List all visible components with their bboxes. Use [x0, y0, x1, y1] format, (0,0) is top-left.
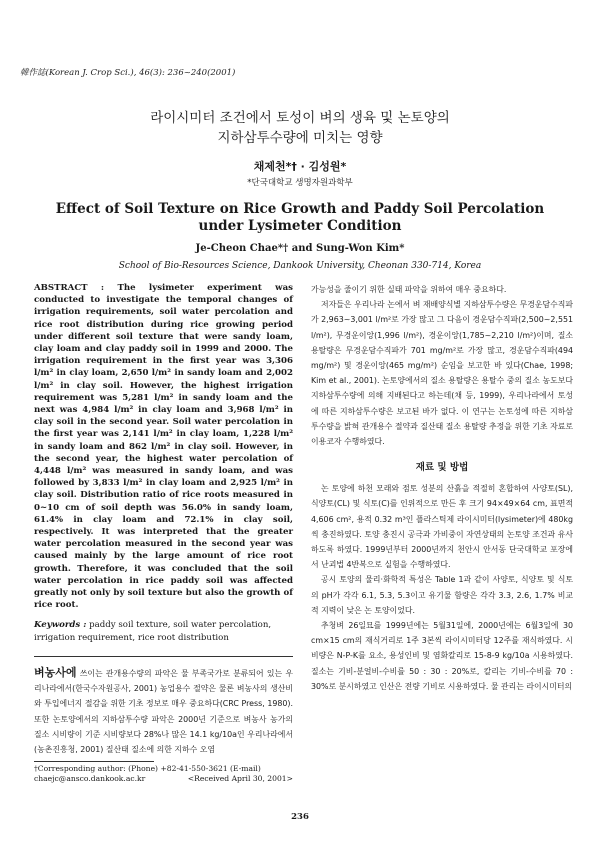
- english-title: [0, 201, 600, 235]
- body-paragraph: 저자들은 우리나라 논에서 벼 재배양식별 지하삼투수량은 무경운담수직파가 2,963~3,001 l/m²로 가장 많고 그 다음이 경운담수직파(2,500~2,551 l/m²), 무경운이앙(1,996 l/m²), 경운이앙(1,785~2,210 l/m²)이며, 질소용탈량은 무경운담수직파가 701 mg/m²로 가장 많고, 경운담수직파(494 mg/m²) 및 경운이앙(465 mg/m²) 순임을 보고한 바 있다(Chae, 1998; Kim et al., 2001). 논토양에서의 질소 용탈량은 용탈수 중의 질소 농도보다 지하삼투수량에 의해 지배된다고 하는데(채 등, 1999), 우리나라에서 토성에 따른 지하삼투수량은 보고된 바가 없다. 이 연구는 논토성에 따른 지하삼투수량을 밝혀 관개용수 절약과 질산태 질소 용탈량 추정을 위한 기초 자료로 이용코자 수행하였다.: [311, 300, 573, 447]
- abstract-text: The lysimeter experiment was conducted to investigate the temporal changes of irrigation requirements, soil water percolation and rice root distribution during rice growing period under different soil texture that were sandy loam, clay loam and clay paddy soil in 1999 and 2000. The irrigation requirement in the first year was 3,306 l/m² in clay loam, 2,650 l/m² in sandy loam and 2,002 l/m² in clay soil. However, the highest irrigation requirement was 5,281 l/m² in sandy loam and the next was 4,984 l/m² in clay loam and 3,968 l/m² in clay soil in the second year. Soil water percolation in the first year was 2,141 l/m² in clay loam, 1,228 l/m² in sandy loam and 862 l/m² in clay soil. However, in the second year, the highest water percolation of 4,448 l/m² was measured in sandy loam, and was followed by 3,833 l/m² in clay loam and 2,925 l/m² in clay soil. Distribution ratio of rice roots measured in 0~10 cm of soil depth was 56.0% in sandy loam, 61.4% in clay loam and 72.1% in clay soil, respectively. It was interpreted that the greater water percolation measured in the second year was caused mainly by the large amount of rice root growth. Therefore, it was concluded that the soil water percolation in rice paddy soil was affected greatly not only by soil texture but also the growth of rice root.: [34, 283, 293, 611]
- english-title-line-2: under Lysimeter Condition: [198, 218, 402, 234]
- abstract-label: ABSTRACT :: [34, 283, 105, 293]
- korean-authors: 채제천*† · 김성원*: [253, 160, 347, 173]
- methods-paragraph-1: 논 토양에 하천 모래와 점토 성분의 산흙을 적절히 혼합하여 사양토(SL), 식양토(CL) 및 식토(C)를 인위적으로 만든 후 크기 94×49×64 cm, 표면적 4,606 cm², 용적 0.32 m³인 플라스틱제 라이시미터(lysimeter)에 480kg씩 충진하였다. 토양 충진시 공극과 가비중이 자연상태의 논토양 조건과 유사하도록 하였다. 1999년부터 2000년까지 천안시 안서동 단국대학교 포장에서 난괴법 4반복으로 실험을 수행하였다.: [311, 484, 573, 570]
- abstract: [34, 282, 293, 611]
- corresponding-author: †Corresponding author: (Phone) +82-41-550-3621 (E-mail) chaejc@ansco.dankook.ac.kr: [34, 764, 261, 784]
- divider: [34, 656, 293, 657]
- methods-paragraph-3: 추청벼 26일묘를 1999년에는 5월31일에, 2000년에는 6월3일에 30 cm×15 cm의 재식거리로 1주 3본씩 라이시미터당 12주를 재식하였다. 시비량은 N-P-K를 요소, 용성인비 및 염화칼리로 15-8-9 kg/10a 시용하였다. 질소는 기비-분얼비-수비를 50 : 30 : 20%로, 칼리는 기비-수비를 70 : 30%로 분시하였고 인산은 전량 기비로 시용하였다. 물 관리는 라이시미터의: [311, 621, 573, 691]
- english-affiliation: School of Bio-Resources Science, Dankook University, Cheonan 330-714, Korea: [118, 261, 482, 271]
- korean-affiliation: *단국대학교 생명자원과학부: [247, 178, 353, 188]
- keywords-label: Keywords :: [34, 620, 87, 631]
- right-column: [311, 282, 573, 694]
- keywords: [34, 619, 293, 643]
- left-column: [34, 282, 293, 784]
- english-authors: Je-Cheon Chae*† and Sung-Won Kim*: [195, 243, 405, 254]
- methods-paragraph-2: 공시 토양의 물리·화학적 특성은 Table 1과 같이 사양토, 식양토 및 식토의 pH가 각각 6.1, 5.3, 5.3이고 유기물 함량은 각각 3.3, 2.6, 1.7% 비교적 지력이 낮은 논 토양이었다.: [311, 575, 573, 615]
- received-date: <Received April 30, 2001>: [187, 774, 293, 784]
- korean-title: [0, 108, 600, 148]
- page-number: 236: [291, 812, 309, 822]
- introduction-paragraph: [34, 665, 293, 757]
- footnote: [34, 764, 293, 784]
- journal-citation: 韓作誌(Korean J. Crop Sci.), 46(3): 236~240(2001): [20, 68, 236, 78]
- introduction-lead-word: 벼농사에: [34, 665, 77, 679]
- korean-title-line-2: 지하삼투수량에 미치는 영향: [217, 130, 383, 146]
- section-heading-methods: 재료 및 방법: [415, 462, 469, 474]
- english-title-line-1: Effect of Soil Texture on Rice Growth and Paddy Soil Percolation: [55, 201, 545, 217]
- footnote-divider: [34, 761, 154, 762]
- keywords-text: paddy soil texture, soil water percolation, irrigation requirement, rice root distribution: [34, 620, 272, 643]
- korean-title-line-1: 라이시미터 조건에서 토성이 벼의 생육 및 논토양의: [150, 110, 450, 126]
- introduction-text: 쓰이는 관개용수량의 파악은 물 부족국가로 분류되어 있는 우리나라에서(한국수자원공사, 2001) 농업용수 절약은 물론 벼농사의 생산비와 투입에너지 절감을 위한 기초 정보로 매우 중요하다(CRC Press, 1980). 또한 논토양에서의 지하삼투수량 파악은 2000년 기준으로 벼농사 농가의 질소 시비량이 기준 시비량보다 28%나 많은 14.1 kg/10a인 우리나라에서(농촌진흥청, 2001) 질산태 질소에 의한 지하수 오염: [34, 668, 293, 754]
- body-paragraph-continued: 가능성을 줄이기 위한 실태 파악을 위하여 매우 중요하다.: [311, 285, 507, 294]
